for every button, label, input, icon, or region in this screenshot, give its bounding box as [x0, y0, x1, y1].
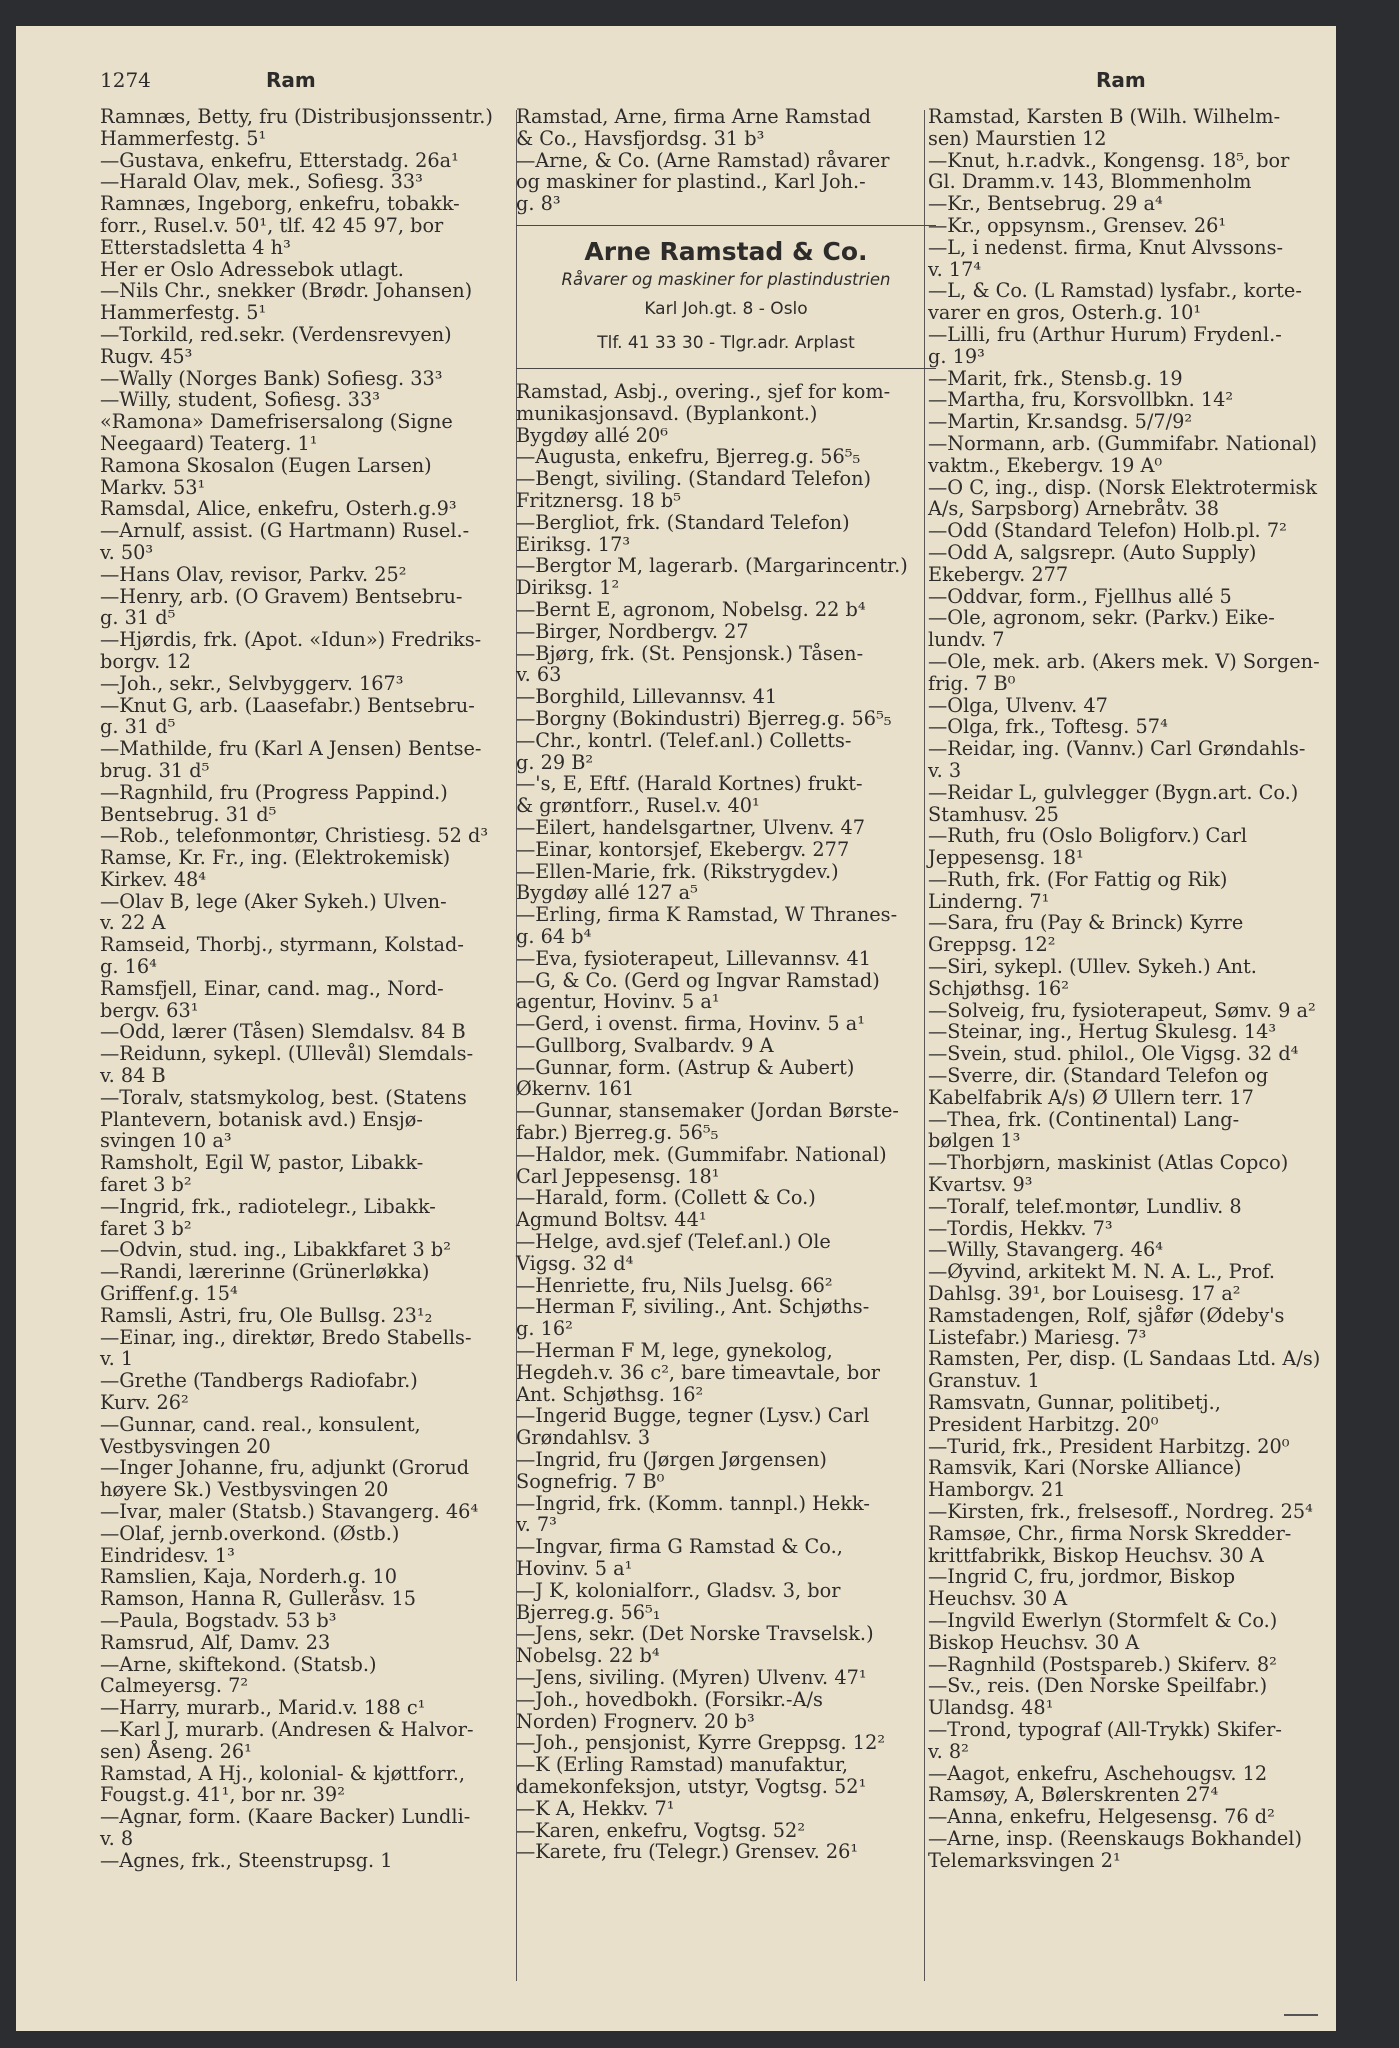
- directory-entry-line: Eindridesv. 1³: [100, 1543, 235, 1567]
- directory-entry-line: Økernv. 161: [516, 1077, 635, 1101]
- directory-entry-line: —Arne, & Co. (Arne Ramstad) råvarer: [516, 148, 890, 172]
- directory-entry-line: —Reidar L, gulvlegger (Bygn.art. Co.): [928, 780, 1299, 804]
- directory-entry-line: —Joh., sekr., Selvbyggerv. 167³: [100, 671, 404, 695]
- directory-entry-line: Schjøthsg. 16²: [928, 976, 1069, 1000]
- directory-entry-line: —Agnes, frk., Steenstrupsg. 1: [100, 1848, 393, 1872]
- directory-entry-line: —Svein, stud. philol., Ole Vigsg. 32 d⁴: [928, 1042, 1299, 1066]
- directory-entry-line: —Arne, skiftekond. (Statsb.): [100, 1652, 377, 1676]
- directory-entry-line: —Ivar, maler (Statsb.) Stavangerg. 46⁴: [100, 1500, 479, 1523]
- directory-entry-line: —Arnulf, assist. (G Hartmann) Rusel.-: [100, 519, 470, 543]
- directory-entry-line: fabr.) Bjerreg.g. 56⁵₅: [516, 1121, 719, 1145]
- directory-entry-line: —Turid, frk., President Harbitzg. 20⁰: [928, 1434, 1290, 1458]
- directory-entry-line: President Harbitzg. 20⁰: [928, 1412, 1159, 1436]
- directory-entry-line: Fritznersg. 18 b⁵: [516, 488, 681, 512]
- directory-entry-line: —Gunnar, stansemaker (Jordan Børste-: [516, 1099, 899, 1123]
- directory-entry-line: —Ingerid Bugge, tegner (Lysv.) Carl: [516, 1404, 870, 1428]
- directory-entry-line: Stamhusv. 25: [928, 802, 1059, 826]
- directory-entry-line: Ramsøe, Chr., firma Norsk Skredder-: [928, 1521, 1292, 1545]
- directory-entry-line: —Ragnhild, fru (Progress Pappind.): [100, 780, 448, 804]
- directory-entry-line: Carl Jeppesensg. 18¹: [516, 1164, 720, 1188]
- directory-entry-line: Kabelfabrik A/s) Ø Ullern terr. 17: [928, 1085, 1254, 1109]
- directory-entry-line: —Knut, h.r.advk., Kongensg. 18⁵, bor: [928, 148, 1290, 172]
- directory-entry-line: frig. 7 B⁰: [928, 671, 1016, 695]
- directory-entry-line: —Trond, typograf (All-Trykk) Skifer-: [928, 1717, 1282, 1741]
- directory-entry-line: —Gullborg, Svalbardv. 9 A: [516, 1033, 774, 1057]
- directory-entry-line: g. 29 B²: [516, 750, 594, 774]
- directory-entry-line: —Randi, lærerinne (Grünerløkka): [100, 1260, 430, 1284]
- directory-entry-line: —Grethe (Tandbergs Radiofabr.): [100, 1369, 418, 1393]
- directory-entry-line: —Helge, avd.sjef (Telef.anl.) Ole: [516, 1230, 831, 1254]
- directory-entry-line: —Karete, fru (Telegr.) Grensev. 26¹: [516, 1840, 859, 1864]
- directory-entry-line: Etterstadsletta 4 h³: [100, 235, 291, 259]
- directory-entry-line: —Odvin, stud. ing., Libakkfaret 3 b²: [100, 1238, 451, 1262]
- directory-entry-line: —G, & Co. (Gerd og Ingvar Ramstad): [516, 968, 880, 992]
- directory-entry-line: —Henriette, fru, Nils Juelsg. 66²: [516, 1273, 833, 1297]
- column-3: [928, 106, 1338, 1872]
- directory-entry-line: —Karen, enkefru, Vogtsg. 52²: [516, 1818, 806, 1842]
- directory-entry-line: Kirkev. 48⁴: [100, 867, 207, 891]
- directory-entry-line: —Thorbjørn, maskinist (Atlas Copco): [928, 1151, 1289, 1175]
- directory-entry-line: —Paula, Bogstadv. 53 b³: [100, 1608, 337, 1632]
- directory-entry-line: —Hans Olav, revisor, Parkv. 25²: [100, 562, 407, 586]
- directory-entry-line: —Ragnhild (Postspareb.) Skiferv. 8²: [928, 1652, 1277, 1676]
- directory-entry-line: —Siri, sykepl. (Ullev. Sykeh.) Ant.: [928, 955, 1257, 979]
- directory-page: [16, 26, 1336, 2031]
- directory-entry-line: —Marit, frk., Stensb.g. 19: [928, 366, 1183, 390]
- directory-entry-line: —Hjørdis, frk. (Apot. «Idun») Fredriks-: [100, 628, 482, 652]
- directory-entry-line: Hovinv. 5 a¹: [516, 1557, 633, 1581]
- ad-phone: Tlf. 41 33 30 - Tlgr.adr. Arplast: [597, 332, 855, 353]
- directory-entry-line: Listefabr.) Mariesg. 7³: [928, 1325, 1147, 1349]
- directory-entry-line: —K (Erling Ramstad) manufaktur,: [516, 1753, 849, 1777]
- directory-entry-line: v. 50³: [100, 540, 154, 564]
- directory-entry-line: —Gunnar, cand. real., konsulent,: [100, 1412, 421, 1436]
- directory-entry-line: Agmund Boltsv. 44¹: [516, 1208, 707, 1232]
- directory-entry-line: brug. 31 d⁵: [100, 758, 210, 782]
- directory-entry-line: lundv. 7: [928, 628, 1005, 652]
- directory-entry-line: —Bernt E, agronom, Nobelsg. 22 b⁴: [516, 597, 866, 621]
- directory-entry-line: Granstuv. 1: [928, 1369, 1040, 1393]
- column-2: [516, 106, 936, 1863]
- advertisement-box: [516, 225, 936, 369]
- directory-entry-line: bølgen 1³: [928, 1129, 1021, 1153]
- directory-entry-line: —Wally (Norges Bank) Sofiesg. 33³: [100, 366, 443, 390]
- directory-entry-line: svingen 10 a³: [100, 1129, 232, 1153]
- directory-entry-line: —Birger, Nordbergv. 27: [516, 619, 749, 643]
- directory-entry-line: v. 84 B: [100, 1064, 166, 1088]
- directory-entry-line: —Kr., Bentsebrug. 29 a⁴: [928, 192, 1163, 216]
- directory-entry-line: —L, & Co. (L Ramstad) lysfabr., korte-: [928, 279, 1302, 303]
- directory-entry-line: varer en gros, Osterh.g. 10¹: [928, 301, 1202, 325]
- directory-entry-line: —Ingrid C, fru, jordmor, Biskop: [928, 1565, 1236, 1589]
- directory-entry-line: Ramnæs, Ingeborg, enkefru, tobakk-: [100, 192, 460, 216]
- directory-entry-line: g. 31 d⁵: [100, 715, 176, 739]
- directory-entry-line: —Sv., reis. (Den Norske Speilfabr.): [928, 1674, 1268, 1698]
- directory-entry-line: Ramsli, Astri, fru, Ole Bullsg. 23¹₂: [100, 1303, 433, 1327]
- directory-entry-line: Ramstad, Karsten B (Wilh. Wilhelm-: [928, 105, 1281, 128]
- directory-entry-line: Hamborgv. 21: [928, 1478, 1066, 1502]
- directory-entry-line: Ramslien, Kaja, Norderh.g. 10: [100, 1565, 398, 1589]
- directory-entry-line: —Olaf, jernb.overkond. (Østb.): [100, 1521, 400, 1545]
- directory-entry-line: Bygdøy allé 20⁶: [516, 423, 669, 447]
- directory-entry-line: Nobelsg. 22 b⁴: [516, 1644, 660, 1668]
- directory-entry-line: —Ingvild Ewerlyn (Stormfelt & Co.): [928, 1608, 1278, 1632]
- directory-entry-line: —Bergtor M, lagerarb. (Margarincentr.): [516, 554, 908, 578]
- directory-entry-line: —Ingrid, fru (Jørgen Jørgensen): [516, 1448, 827, 1472]
- directory-entry-line: høyere Sk.) Vestbysvingen 20: [100, 1478, 389, 1502]
- directory-entry-line: Linderng. 7¹: [928, 889, 1050, 913]
- directory-entry-line: Diriksg. 1²: [516, 576, 620, 600]
- directory-entry-line: Vigsg. 32 d⁴: [516, 1251, 634, 1275]
- directory-entry-line: & grøntforr., Rusel.v. 40¹: [516, 794, 760, 818]
- directory-entry-line: —Olav B, lege (Aker Sykeh.) Ulven-: [100, 889, 447, 913]
- directory-entry-line: —Øyvind, arkitekt M. N. A. L., Prof.: [928, 1260, 1275, 1284]
- directory-entry-line: Her er Oslo Adressebok utlagt.: [100, 257, 404, 281]
- directory-entry-line: —Oddvar, form., Fjellhus allé 5: [928, 584, 1232, 608]
- directory-entry-line: g. 16²: [516, 1317, 573, 1341]
- directory-entry-line: Grøndahlsv. 3: [516, 1426, 651, 1450]
- directory-entry-line: —Tordis, Hekkv. 7³: [928, 1216, 1113, 1240]
- directory-entry-line: Hegdeh.v. 36 c², bare timeavtale, bor: [516, 1360, 881, 1384]
- directory-entry-line: —Ellen-Marie, frk. (Rikstrygdev.): [516, 859, 839, 883]
- directory-entry-line: —Toralf, telef.montør, Lundliv. 8: [928, 1194, 1242, 1218]
- directory-entry-line: Bygdøy allé 127 a⁵: [516, 881, 698, 905]
- directory-entry-line: —Arne, insp. (Reenskaugs Bokhandel): [928, 1826, 1302, 1850]
- directory-entry-line: Ramsten, Per, disp. (L Sandaas Ltd. A/s): [928, 1347, 1321, 1371]
- directory-entry-line: A/s, Sarpsborg) Arnebråtv. 38: [928, 497, 1220, 521]
- directory-entry-line: —Agnar, form. (Kaare Backer) Lundli-: [100, 1805, 471, 1829]
- directory-entry-line: Ramstad, A Hj., kolonial- & kjøttforr.,: [100, 1761, 466, 1785]
- directory-entry-line: v. 7³: [516, 1513, 557, 1537]
- directory-entry-line: & Co., Havsfjordsg. 31 b³: [516, 126, 765, 150]
- directory-entry-line: Ramsvik, Kari (Norske Alliance): [928, 1456, 1242, 1480]
- directory-entry-line: Ant. Schjøthsg. 16²: [516, 1382, 704, 1406]
- directory-entry-line: —Einar, kontorsjef, Ekebergv. 277: [516, 837, 850, 861]
- directory-entry-line: borgv. 12: [100, 649, 191, 673]
- directory-entry-line: —Ingrid, frk. (Komm. tannpl.) Hekk-: [516, 1491, 870, 1515]
- directory-entry-line: Ramsholt, Egil W, pastor, Libakk-: [100, 1151, 424, 1175]
- directory-entry-line: —L, i nedenst. firma, Knut Alvssons-: [928, 235, 1283, 259]
- directory-entry-line: —Ingvar, firma G Ramstad & Co.,: [516, 1535, 843, 1559]
- directory-entry-line: Ramstad, Asbj., overing., sjef for kom-: [516, 379, 891, 403]
- directory-entry-line: Bentsebrug. 31 d⁵: [100, 802, 277, 826]
- directory-entry-line: —Bjørg, frk. (St. Pensjonsk.) Tåsen-: [516, 641, 864, 665]
- ad-address: Karl Joh.gt. 8 - Oslo: [644, 298, 808, 319]
- directory-entry-line: Sognefrig. 7 B⁰: [516, 1469, 665, 1493]
- directory-entry-line: Heuchsv. 30 A: [928, 1587, 1068, 1611]
- directory-entry-line: Greppsg. 12²: [928, 933, 1056, 957]
- directory-entry-line: —Harald, form. (Collett & Co.): [516, 1186, 816, 1210]
- ad-title: Arne Ramstad & Co.: [584, 236, 868, 266]
- directory-entry-line: krittfabrikk, Biskop Heuchsv. 30 A: [928, 1543, 1264, 1567]
- directory-entry-line: —Steinar, ing., Hertug Skulesg. 14³: [928, 1020, 1277, 1044]
- directory-entry-line: Ramsrud, Alf, Damv. 23: [100, 1630, 331, 1654]
- directory-entry-line: faret 3 b²: [100, 1216, 192, 1240]
- column-2-bottom: [516, 381, 936, 1863]
- directory-entry-line: —'s, E, Eftf. (Harald Kortnes) frukt-: [516, 772, 863, 796]
- directory-entry-line: Ramson, Hanna R, Gulleråsv. 15: [100, 1587, 417, 1611]
- directory-entry-line: Ramseid, Thorbj., styrmann, Kolstad-: [100, 933, 464, 957]
- directory-entry-line: Kvartsv. 9³: [928, 1173, 1033, 1197]
- directory-entry-line: —Kr., oppsynsm., Grensev. 26¹: [928, 213, 1227, 237]
- directory-entry-line: —O C, ing., disp. (Norsk Elektrotermisk: [928, 475, 1318, 499]
- column-1: [100, 106, 520, 1872]
- directory-entry-line: —Einar, ing., direktør, Bredo Stabells-: [100, 1325, 472, 1349]
- directory-entry-line: —Rob., telefonmontør, Christiesg. 52 d³: [100, 824, 489, 848]
- directory-entry-line: —Knut G, arb. (Laasefabr.) Bentsebru-: [100, 693, 475, 717]
- directory-entry-line: —Bengt, siviling. (Standard Telefon): [516, 467, 872, 491]
- directory-entry-line: —Ingrid, frk., radiotelegr., Libakk-: [100, 1194, 436, 1218]
- directory-entry-line: Ulandsg. 48¹: [928, 1696, 1054, 1720]
- directory-entry-line: Ramona Skosalon (Eugen Larsen): [100, 453, 432, 477]
- directory-entry-line: —J K, kolonialforr., Gladsv. 3, bor: [516, 1578, 841, 1602]
- directory-entry-line: v. 22 A: [100, 911, 166, 935]
- directory-entry-line: —Eva, fysioterapeut, Lillevannsv. 41: [516, 946, 871, 970]
- column-2-top: [516, 106, 936, 215]
- directory-entry-line: —Olga, Ulvenv. 47: [928, 693, 1108, 717]
- directory-entry-line: —Sara, fru (Pay & Brinck) Kyrre: [928, 911, 1244, 935]
- directory-entry-line: —Gerd, i ovenst. firma, Hovinv. 5 a¹: [516, 1012, 865, 1036]
- directory-entry-line: —Bergliot, frk. (Standard Telefon): [516, 510, 850, 534]
- directory-entry-line: —Martin, Kr.sandsg. 5/7/9²: [928, 410, 1193, 434]
- directory-entry-line: —Chr., kontrl. (Telef.anl.) Colletts-: [516, 728, 852, 752]
- directory-entry-line: —Torkild, red.sekr. (Verdensrevyen): [100, 322, 452, 346]
- page-number: 1274: [100, 68, 151, 92]
- directory-entry-line: Gl. Dramm.v. 143, Blommenholm: [928, 170, 1252, 194]
- directory-entry-line: —Ole, mek. arb. (Akers mek. V) Sorgen-: [928, 649, 1320, 673]
- directory-entry-line: damekonfeksjon, utstyr, Vogtsg. 52¹: [516, 1774, 867, 1798]
- directory-entry-line: Calmeyersg. 7²: [100, 1674, 249, 1698]
- directory-entry-line: —Ruth, frk. (For Fattig og Rik): [928, 867, 1228, 891]
- directory-entry-line: g. 64 b⁴: [516, 924, 592, 948]
- directory-entry-line: Neegaard) Teaterg. 1¹: [100, 431, 318, 455]
- directory-entry-line: —Ole, agronom, sekr. (Parkv.) Eike-: [928, 606, 1275, 630]
- directory-entry-line: —Thea, frk. (Continental) Lang-: [928, 1107, 1240, 1131]
- directory-entry-line: —Lilli, fru (Arthur Hurum) Frydenl.-: [928, 322, 1282, 346]
- directory-entry-line: agentur, Hovinv. 5 a¹: [516, 990, 720, 1014]
- directory-entry-line: —Sverre, dir. (Standard Telefon og: [928, 1064, 1269, 1088]
- directory-entry-line: Rugv. 45³: [100, 344, 193, 368]
- directory-entry-line: Norden) Frognerv. 20 b³: [516, 1709, 755, 1733]
- directory-entry-line: —Gunnar, form. (Astrup & Aubert): [516, 1055, 855, 1079]
- directory-entry-line: —Ruth, fru (Oslo Boligforv.) Carl: [928, 824, 1248, 848]
- directory-entry-line: —Olga, frk., Toftesg. 57⁴: [928, 715, 1168, 739]
- directory-entry-line: —Augusta, enkefru, Bjerreg.g. 56⁵₅: [516, 445, 861, 469]
- directory-entry-line: Ramsøy, A, Bølerskrenten 27⁴: [928, 1783, 1219, 1807]
- directory-entry-line: g. 19³: [928, 344, 985, 368]
- directory-entry-line: —Mathilde, fru (Karl A Jensen) Bentse-: [100, 737, 482, 761]
- directory-entry-line: Ramsdal, Alice, enkefru, Osterh.g.9³: [100, 497, 457, 521]
- directory-entry-line: —Borghild, Lillevannsv. 41: [516, 685, 778, 709]
- directory-entry-line: —Nils Chr., snekker (Brødr. Johansen): [100, 279, 473, 303]
- directory-entry-line: Ramsfjell, Einar, cand. mag., Nord-: [100, 976, 444, 1000]
- directory-entry-line: —K A, Hekkv. 7¹: [516, 1796, 675, 1820]
- directory-entry-line: Markv. 53¹: [100, 475, 206, 499]
- directory-entry-line: Ramsvatn, Gunnar, politibetj.,: [928, 1391, 1221, 1415]
- directory-entry-line: —Martha, fru, Korsvollbkn. 14²: [928, 388, 1234, 412]
- directory-entry-line: Telemarksvingen 2¹: [928, 1848, 1121, 1872]
- directory-entry-line: Bjerreg.g. 56⁵₁: [516, 1600, 661, 1624]
- directory-entry-line: —Kirsten, frk., frelsesoff., Nordreg. 25⁴: [928, 1500, 1313, 1523]
- directory-entry-line: v. 63: [516, 663, 562, 687]
- directory-entry-line: bergv. 63¹: [100, 998, 199, 1022]
- directory-entry-line: Dahlsg. 39¹, bor Louisesg. 17 a²: [928, 1282, 1241, 1306]
- directory-entry-line: g. 8³: [516, 192, 561, 216]
- directory-entry-line: v. 8²: [928, 1739, 969, 1763]
- directory-entry-line: —Joh., pensjonist, Kyrre Greppsg. 12²: [516, 1731, 886, 1755]
- directory-entry-line: v. 8: [100, 1826, 134, 1850]
- directory-entry-line: —Herman F M, lege, gynekolog,: [516, 1339, 833, 1363]
- directory-entry-line: Vestbysvingen 20: [100, 1434, 271, 1458]
- directory-entry-line: g. 31 d⁵: [100, 606, 176, 630]
- directory-entry-line: —Inger Johanne, fru, adjunkt (Grorud: [100, 1456, 470, 1480]
- directory-entry-line: —Reidar, ing. (Vannv.) Carl Grøndahls-: [928, 737, 1306, 761]
- directory-entry-line: —Odd, lærer (Tåsen) Slemdalsv. 84 B: [100, 1020, 466, 1044]
- directory-entry-line: —Joh., hovedbokh. (Forsikr.-A/s: [516, 1687, 823, 1711]
- directory-entry-line: —Normann, arb. (Gummifabr. National): [928, 431, 1318, 455]
- directory-entry-line: —Harald Olav, mek., Sofiesg. 33³: [100, 170, 423, 194]
- directory-entry-line: —Gustava, enkefru, Etterstadg. 26a¹: [100, 148, 459, 172]
- directory-entry-line: vaktm., Ekebergv. 19 A⁰: [928, 453, 1163, 477]
- directory-entry-line: Ramnæs, Betty, fru (Distribusjonssentr.): [100, 105, 493, 128]
- directory-entry-line: Ekebergv. 277: [928, 562, 1069, 586]
- directory-entry-line: —Borgny (Bokindustri) Bjerreg.g. 56⁵₅: [516, 706, 892, 730]
- directory-entry-line: —Willy, Stavangerg. 46⁴: [928, 1238, 1163, 1262]
- directory-entry-line: Ramstadengen, Rolf, sjåfør (Ødeby's: [928, 1303, 1285, 1327]
- directory-entry-line: —Karl J, murarb. (Andresen & Halvor-: [100, 1717, 474, 1741]
- directory-entry-line: v. 3: [928, 758, 962, 782]
- directory-entry-line: —Harry, murarb., Marid.v. 188 c¹: [100, 1696, 426, 1720]
- directory-entry-line: Ramstad, Arne, firma Arne Ramstad: [516, 105, 872, 128]
- directory-entry-line: —Aagot, enkefru, Aschehougsv. 12: [928, 1761, 1268, 1785]
- directory-entry-line: —Herman F, siviling., Ant. Schjøths-: [516, 1295, 870, 1319]
- directory-entry-line: faret 3 b²: [100, 1173, 192, 1197]
- header-word-right: Ram: [1096, 68, 1146, 92]
- directory-entry-line: —Odd A, salgsrepr. (Auto Supply): [928, 540, 1257, 564]
- directory-entry-line: —Henry, arb. (O Gravem) Bentsebru-: [100, 584, 463, 608]
- directory-entry-line: munikasjonsavd. (Byplankont.): [516, 401, 818, 425]
- corner-mark: [1284, 2014, 1318, 2016]
- directory-entry-line: —Eilert, handelsgartner, Ulvenv. 47: [516, 815, 865, 839]
- directory-entry-line: Kurv. 26²: [100, 1391, 189, 1415]
- directory-entry-line: —Anna, enkefru, Helgesensg. 76 d²: [928, 1805, 1275, 1829]
- directory-entry-line: og maskiner for plastind., Karl Joh.-: [516, 170, 866, 194]
- directory-entry-line: v. 1: [100, 1347, 134, 1371]
- directory-entry-line: g. 16⁴: [100, 955, 157, 979]
- directory-entry-line: sen) Åseng. 26¹: [100, 1739, 252, 1763]
- directory-entry-line: Eiriksg. 17³: [516, 532, 631, 556]
- directory-entry-line: —Jens, siviling. (Myren) Ulvenv. 47¹: [516, 1666, 867, 1689]
- directory-entry-line: —Haldor, mek. (Gummifabr. National): [516, 1142, 887, 1166]
- directory-entry-line: —Jens, sekr. (Det Norske Travselsk.): [516, 1622, 874, 1646]
- directory-entry-line: sen) Maurstien 12: [928, 126, 1107, 150]
- directory-entry-line: —Willy, student, Sofiesg. 33³: [100, 388, 380, 412]
- directory-entry-line: Plantevern, botanisk avd.) Ensjø-: [100, 1107, 423, 1131]
- directory-entry-line: —Toralv, statsmykolog, best. (Statens: [100, 1085, 467, 1109]
- directory-entry-line: —Reidunn, sykepl. (Ullevål) Slemdals-: [100, 1042, 474, 1066]
- ad-tagline: Råvarer og maskiner for plastindustrien: [561, 269, 891, 289]
- directory-entry-line: Fougst.g. 41¹, bor nr. 39²: [100, 1783, 345, 1807]
- directory-entry-line: —Erling, firma K Ramstad, W Thranes-: [516, 903, 898, 927]
- directory-entry-line: —Odd (Standard Telefon) Holb.pl. 7²: [928, 519, 1287, 543]
- directory-entry-line: Biskop Heuchsv. 30 A: [928, 1630, 1140, 1654]
- header-word-left: Ram: [266, 68, 316, 92]
- directory-entry-line: Jeppesensg. 18¹: [928, 846, 1084, 870]
- directory-entry-line: forr., Rusel.v. 50¹, tlf. 42 45 97, bor: [100, 213, 444, 237]
- directory-entry-line: —Solveig, fru, fysioterapeut, Sømv. 9 a²: [928, 998, 1316, 1022]
- directory-entry-line: Hammerfestg. 5¹: [100, 126, 267, 150]
- directory-entry-line: Griffenf.g. 15⁴: [100, 1282, 238, 1306]
- directory-entry-line: Ramse, Kr. Fr., ing. (Elektrokemisk): [100, 846, 451, 870]
- directory-entry-line: «Ramona» Damefrisersalong (Signe: [100, 410, 453, 434]
- directory-entry-line: Hammerfestg. 5¹: [100, 301, 267, 325]
- directory-entry-line: v. 17⁴: [928, 257, 982, 281]
